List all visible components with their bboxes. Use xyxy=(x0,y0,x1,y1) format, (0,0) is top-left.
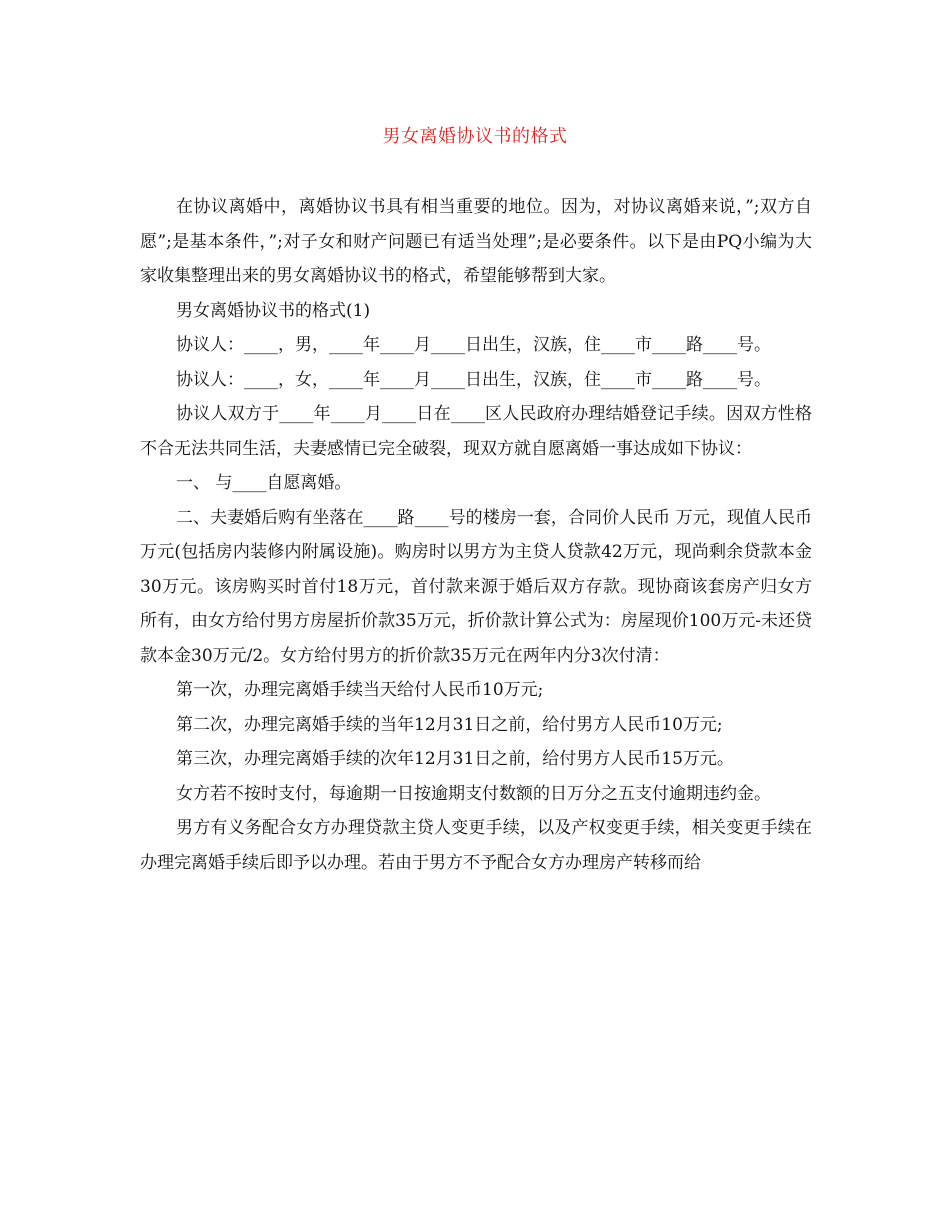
paragraph-payment-1: 第一次，办理完离婚手续当天给付人民币10万元; xyxy=(176,680,544,700)
document-body xyxy=(140,190,812,880)
paragraph-obligation: 男方有义务配合女方办理贷款主贷人变更手续，以及产权变更手续，相关变更手续在办理完离婚手续后即予以办理。若由于男方不予配合女方办理房产转移而给 xyxy=(140,818,812,873)
paragraph-penalty: 女方若不按时支付，每逾期一日按逾期支付数额的日万分之五支付逾期违约金。 xyxy=(176,783,771,804)
paragraph-clause-2: 二、夫妻婚后购有坐落在____路____号的楼房一套，合同价人民币 万元，现值人民币 万元(包括房内装修内附属设施)。购房时以男方为主贷人贷款42万元，现尚剩余贷款本金30万元。该房购买时首付18万元，首付款来源于婚后双方存款。现协商该套房产归女方所有，由女方给付男方房屋折价款35万元，折价款计算公式为：房屋现价100万元-未还贷款本金30万元/2。女方给付男方的折价款35万元在两年内分3次付清： xyxy=(140,507,812,666)
paragraph-payment-2: 第二次，办理完离婚手续的当年12月31日之前，给付男方人民币10万元; xyxy=(176,714,723,735)
paragraph-intro: 在协议离婚中，离婚协议书具有相当重要的地位。因为，对协议离婚来说，”;双方自愿”;是基本条件，”;对子女和财产问题已有适当处理”;是必要条件。以下是由PQ小编为大家收集整理出来的男女离婚协议书的格式，希望能够帮到大家。 xyxy=(140,197,812,286)
paragraph-payment-3: 第三次，办理完离婚手续的次年12月31日之前，给付男方人民币15万元。 xyxy=(176,749,734,769)
paragraph-party-male: 协议人：____，男，____年____月____日出生，汉族，住____市____路____号。 xyxy=(176,335,771,355)
paragraph-subtitle: 男女离婚协议书的格式(1) xyxy=(176,300,371,321)
paragraph-party-female: 协议人：____，女，____年____月____日出生，汉族，住____市____路____号。 xyxy=(176,369,771,390)
document-title: 男女离婚协议书的格式 xyxy=(382,126,568,147)
paragraph-clause-1: 一、 与____自愿离婚。 xyxy=(176,473,352,493)
paragraph-preamble: 协议人双方于____年____月____日在____区人民政府办理结婚登记手续。因双方性格不合无法共同生活，夫妻感情已完全破裂，现双方就自愿离婚一事达成如下协议： xyxy=(140,404,812,459)
